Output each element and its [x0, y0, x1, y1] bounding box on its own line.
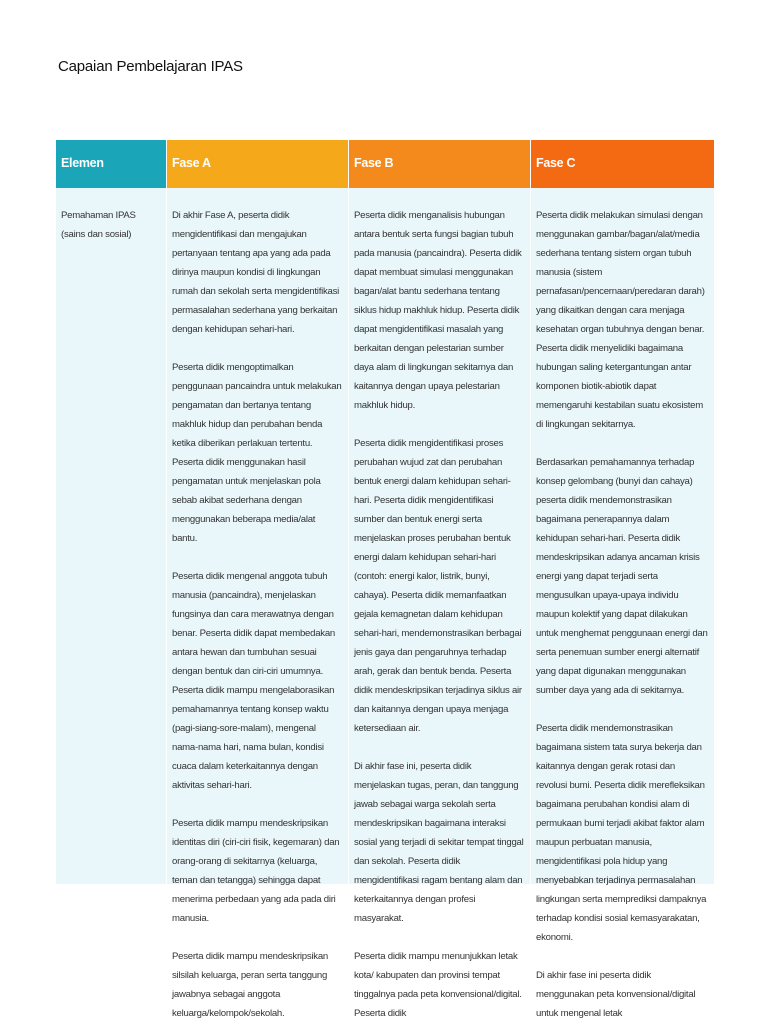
- fase-b-paragraph: Di akhir fase ini, peserta didik menjelaskan tugas, peran, dan tanggung jawab sebagai warga sekolah serta mendeskripsikan bagaimana interaksi sosial yang terjadi di sekitar tempat tinggal dan sekolah. Peserta didik mengidentifikasi ragam bentang alam dan keterkaitannya dengan profesi masyarakat.: [354, 761, 524, 924]
- fase-c-paragraph: Peserta didik melakukan simulasi dengan menggunakan gambar/bagan/alat/media sederhana tentang sistem organ tubuh manusia (sistem pernafasan/pencernaan/peredaran darah) yang dikaitkan dengan cara menjaga kesehatan organ tubuhnya dengan benar. Peserta didik menyelidiki bagaimana hubungan saling ketergantungan antar komponen biotik-abiotik dapat memengaruhi kestabilan suatu ekosistem di lingkungan sekitarnya.: [536, 210, 705, 430]
- cell-fase-c: [530, 188, 714, 1019]
- header-fase-b: Fase B: [348, 140, 530, 188]
- elemen-text: Pemahaman IPAS (sains dan sosial): [61, 210, 136, 240]
- fase-a-paragraph: Peserta didik mampu mendeskripsikan identitas diri (ciri-ciri fisik, kegemaran) dan orang-orang di sekitarnya (keluarga, teman dan tetangga) sehingga dapat menerima perbedaan yang ada pada diri manusia.: [172, 818, 340, 924]
- document-title: Capaian Pembelajaran IPAS: [58, 58, 243, 75]
- fase-b-paragraph: Peserta didik mengidentifikasi proses perubahan wujud zat dan perubahan bentuk energi dalam kehidupan sehari-hari. Peserta didik mengidentifikasi sumber dan bentuk energi serta menjelaskan proses perubahan bentuk energi dalam kehidupan sehari-hari (contoh: energi kalor, listrik, bunyi, cahaya). Peserta didik memanfaatkan gejala kemagnetan dalam kehidupan sehari-hari, mendemonstrasikan berbagai jenis gaya dan pengaruhnya terhadap arah, gerak dan bentuk benda. Peserta didik mendeskripsikan terjadinya siklus air dan kaitannya dengan upaya menjaga ketersediaan air.: [354, 438, 522, 734]
- fase-a-paragraph: Peserta didik mampu mendeskripsikan silsilah keluarga, peran serta tanggung jawabnya sebagai anggota keluarga/kelompok/sekolah.: [172, 951, 329, 1019]
- fase-a-paragraph: Peserta didik mengoptimalkan penggunaan pancaindra untuk melakukan pengamatan dan bertanya tentang makhluk hidup dan perubahan benda ketika diberikan perlakuan tertentu. Peserta didik menggunakan hasil pengamatan untuk menjelaskan pola sebab akibat sederhana dengan menggunakan beberapa media/alat bantu.: [172, 362, 342, 544]
- fase-b-paragraph: Peserta didik menganalisis hubungan antara bentuk serta fungsi bagian tubuh pada manusia (pancaindra). Peserta didik dapat membuat simulasi menggunakan bagan/alat bantu sederhana tentang siklus hidup makhluk hidup. Peserta didik dapat mengidentifikasi masalah yang berkaitan dengan pelestarian sumber daya alam di lingkungan sekitarnya dan kaitannya dengan upaya pelestarian makhluk hidup.: [354, 210, 522, 411]
- fase-c-paragraph: Peserta didik mendemonstrasikan bagaimana sistem tata surya bekerja dan kaitannya dengan gerak rotasi dan revolusi bumi. Peserta didik merefleksikan bagaimana perubahan kondisi alam di permukaan bumi terjadi akibat faktor alam maupun perbuatan manusia, mengidentifikasi pola hidup yang menyebabkan terjadinya permasalahan lingkungan serta memprediksi dampaknya terhadap kondisi sosial kemasyarakatan, ekonomi.: [536, 723, 707, 943]
- fase-a-paragraph: Di akhir Fase A, peserta didik mengidentifikasi dan mengajukan pertanyaan tentang apa yang ada pada dirinya maupun kondisi di lingkungan rumah dan sekolah serta mengidentifikasi permasalahan sederhana yang berkaitan dengan kehidupan sehari-hari.: [172, 210, 340, 335]
- cell-fase-b: [348, 188, 530, 1019]
- header-fase-c: Fase C: [530, 140, 714, 188]
- learning-outcomes-table: [56, 140, 714, 1019]
- cell-fase-a: [166, 188, 348, 1019]
- fase-b-paragraph: Peserta didik mampu menunjukkan letak kota/ kabupaten dan provinsi tempat tinggalnya pada peta konvensional/digital. Peserta didik: [354, 951, 522, 1019]
- header-fase-a: Fase A: [166, 140, 348, 188]
- fase-c-paragraph: Berdasarkan pemahamannya terhadap konsep gelombang (bunyi dan cahaya) peserta didik mendemonstrasikan bagaimana penerapannya dalam kehidupan sehari-hari. Peserta didik mendeskripsikan adanya ancaman krisis energi yang dapat terjadi serta mengusulkan upaya-upaya individu maupun kolektif yang dapat dilakukan untuk menghemat penggunaan energi dan serta penemuan sumber energi alternatif yang dapat digunakan menggunakan sumber daya yang ada di sekitarnya.: [536, 457, 708, 696]
- cell-elemen: [56, 188, 166, 884]
- header-elemen: Elemen: [56, 140, 166, 188]
- fase-a-paragraph: Peserta didik mengenal anggota tubuh manusia (pancaindra), menjelaskan fungsinya dan cara merawatnya dengan benar. Peserta didik dapat membedakan antara hewan dan tumbuhan sesuai dengan bentuk dan ciri-ciri umumnya. Peserta didik mampu mengelaborasikan pemahamannya tentang konsep waktu (pagi-siang-sore-malam), mengenal nama-nama hari, nama bulan, kondisi cuaca dalam keterkaitannya dengan aktivitas sehari-hari.: [172, 571, 336, 791]
- fase-c-paragraph: Di akhir fase ini peserta didik menggunakan peta konvensional/digital untuk mengenal letak: [536, 970, 696, 1019]
